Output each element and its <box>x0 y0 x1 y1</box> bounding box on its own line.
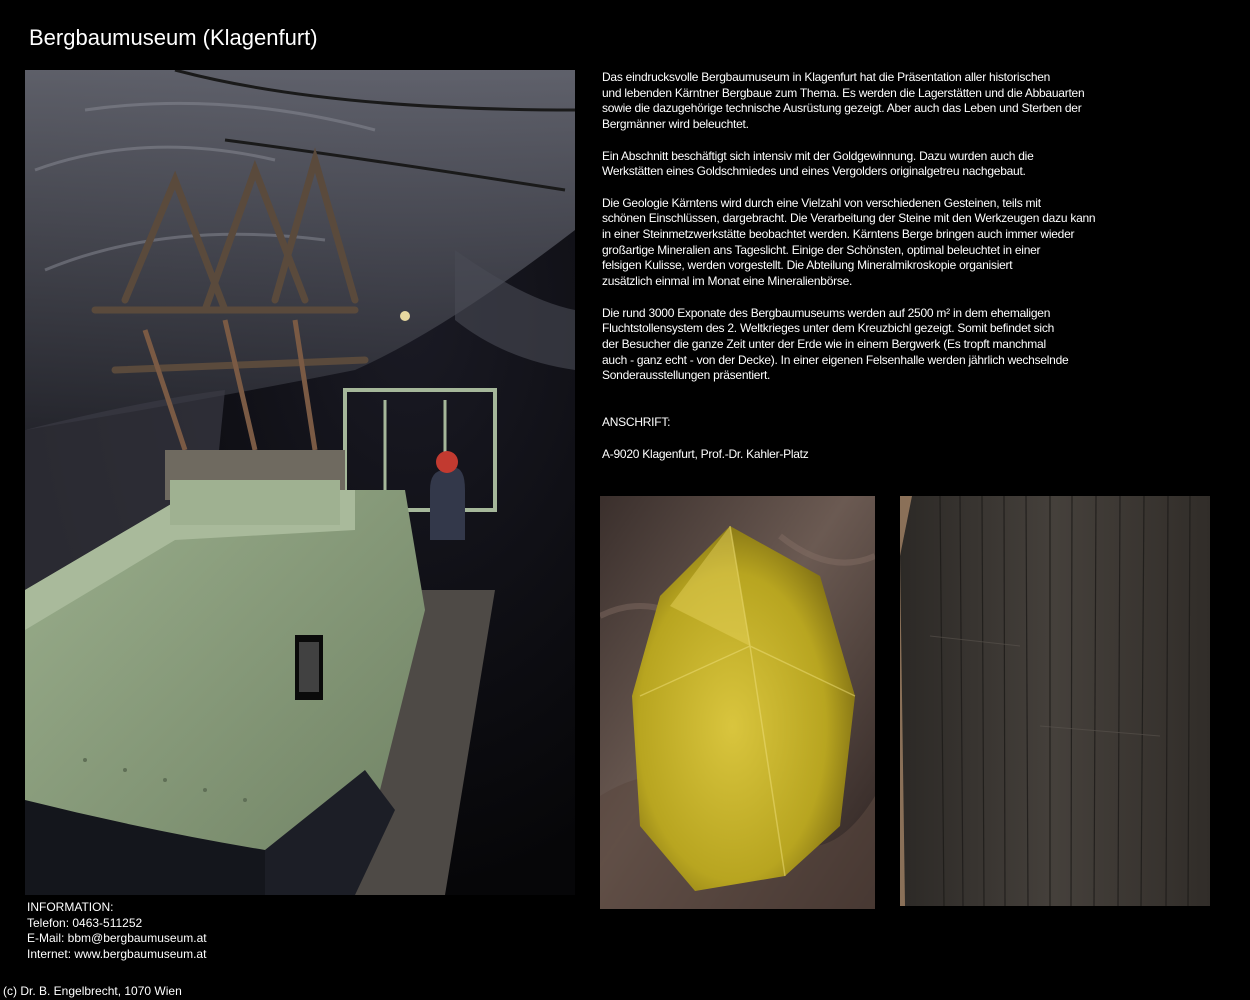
description-paragraph-2: Ein Abschnitt beschäftigt sich intensiv mit der Goldgewinnung. Dazu wurden auch die Werkstätten eines Goldschmiedes und eines Vergolders originalgetreu nachgebaut. <box>602 148 1034 179</box>
description-paragraph-1: Das eindrucksvolle Bergbaumuseum in Klagenfurt hat die Präsentation aller historischen und lebenden Kärntner Bergbaue zum Thema. Es werden die Lagerstätten und die Abbauarten sowie die dazugehörige technische Ausrüstung gezeigt. Aber auch das Leben und Sterben der Bergmänner wird beleuchtet. <box>602 70 1085 132</box>
description-paragraph-3: Die Geologie Kärntens wird durch eine Vielzahl von verschiedenen Gesteinen, teils mit schönen Einschlüssen, dargebracht. Die Verarbeitung der Steine mit den Werkzeugen dazu kann in einer Steinmetzwerkstätte beobachtet werden. Kärntens Berge bringen auch immer wieder großartige Mineralien ans Tageslicht. Einige der Schönsten, optimal beleuchtet in einer felsigen Kulisse, werden vorgestellt. Die Abteilung Mineralmikroskopie organisiert zusätzlich einmal im Monat eine Mineralienbörse. <box>602 195 1096 289</box>
email-address: E-Mail: bbm@bergbaumuseum.at <box>27 931 207 946</box>
page-title: Bergbaumuseum (Klagenfurt) <box>29 25 318 50</box>
website-address: Internet: www.bergbaumuseum.at <box>27 946 207 961</box>
contact-information <box>27 900 207 962</box>
address-label: ANSCHRIFT: <box>602 415 671 430</box>
address-block <box>602 400 1142 479</box>
mine-locomotive-photo <box>25 70 575 895</box>
information-label: INFORMATION: <box>27 900 114 914</box>
stone-photo <box>900 496 1210 906</box>
description-paragraph-4: Die rund 3000 Exponate des Bergbaumuseums werden auf 2500 m² in dem ehemaligen Fluchtstollensystem des 2. Weltkrieges unter dem Kreuzbichl gezeigt. Somit befindet sich der Besucher die ganze Zeit unter der Erde wie in einem Bergwerk (Es tropft manchmal auch - ganz echt - von der Decke). In einer eigenen Felsenhalle werden jährlich wechselnde Sonderausstellungen präsentiert. <box>602 305 1069 383</box>
crystal-photo <box>600 496 875 909</box>
copyright-notice: (c) Dr. B. Engelbrecht, 1070 Wien <box>3 984 182 998</box>
address-value: A-9020 Klagenfurt, Prof.-Dr. Kahler-Platz <box>602 446 809 461</box>
phone-number: Telefon: 0463-511252 <box>27 915 143 930</box>
